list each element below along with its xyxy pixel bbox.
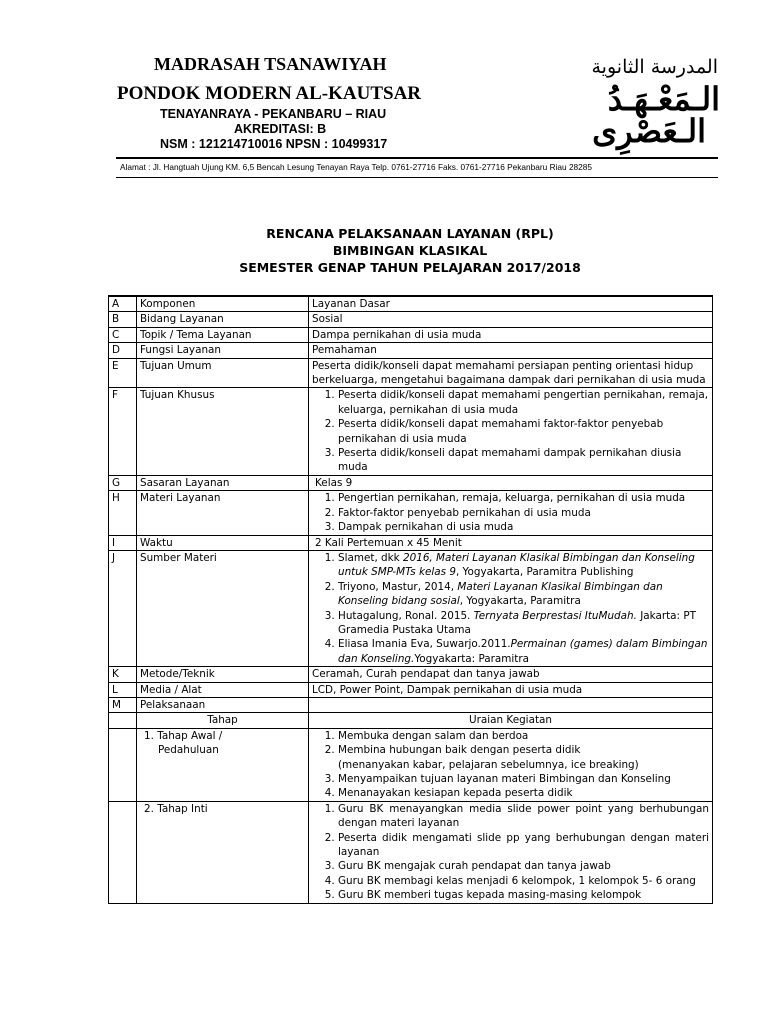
source-title: Materi Layanan Klasikal Bimbingan dan Konseling bidang sosial — [338, 580, 663, 608]
list-item: 4. Menanayakan kesiapan kepada peserta didik — [338, 786, 709, 800]
row-value — [309, 388, 713, 475]
title-bimbingan: BIMBINGAN KLASIKAL — [332, 243, 488, 258]
table-row — [109, 491, 713, 535]
row-label: Tujuan Umum — [137, 358, 309, 388]
arabic-logo-line1: الـمَعْـهَـدُ — [607, 80, 720, 118]
school-level: MADRASAH TSANAWIYAH — [154, 54, 387, 74]
table-row — [109, 388, 713, 475]
column-header-uraian: Uraian Kegiatan — [309, 713, 713, 728]
list-item-text: Membina hubungan baik dengan peserta didik — [338, 744, 581, 757]
list-item: 2. Faktor-faktor penyebab pernikahan di usia muda — [338, 506, 709, 520]
source-title: 2016, Materi Layanan Klasikal Bimbingan dan Konseling untuk SMP-MTs kelas 9 — [338, 551, 695, 579]
source-title: Ternyata Berprestasi ItuMudah. — [473, 609, 637, 622]
row-value — [309, 491, 713, 535]
header-rule-bottom — [116, 177, 718, 178]
row-code: E — [109, 358, 137, 388]
activity-cell — [309, 728, 713, 801]
row-code: C — [109, 327, 137, 342]
school-location: TENAYANRAYA - PEKANBARU – RIAU — [160, 107, 387, 121]
list-item-note: (menanyakan kabar, pelajaran sebelumnya, ice breaking) — [338, 758, 639, 771]
table-row — [109, 728, 713, 801]
row-label: Sasaran Layanan — [137, 475, 309, 490]
source-publisher: Yogyakarta: Paramitra — [414, 652, 529, 665]
empty-cell — [109, 728, 137, 801]
list-item: 1. Peserta didik/konseli dapat memahami pengertian pernikahan, remaja, keluarga, pernikahan di usia muda — [338, 388, 709, 417]
stage-label: 2. Tahap Inti — [144, 802, 208, 815]
school-name: PONDOK MODERN AL-KAUTSAR — [117, 83, 422, 104]
source-item — [338, 580, 709, 609]
row-code: B — [109, 312, 137, 327]
list-item: 1. Membuka dengan salam dan berdoa — [338, 729, 709, 743]
row-label: Media / Alat — [137, 682, 309, 697]
row-code: M — [109, 697, 137, 712]
source-publisher: , Yogyakarta, Paramitra Publishing — [455, 566, 634, 579]
row-label: Materi Layanan — [137, 491, 309, 535]
column-header-tahap: Tahap — [137, 713, 309, 728]
table-row — [109, 312, 713, 327]
title-rpl: RENCANA PELAKSANAAN LAYANAN (RPL) — [266, 226, 554, 241]
source-publisher: , Yogyakarta, Paramitra — [459, 595, 581, 608]
source-item — [338, 551, 709, 580]
table-row — [109, 713, 713, 728]
row-value: Sosial — [309, 312, 713, 327]
list-item: 2. Peserta didik/konseli dapat memahami faktor-faktor penyebab pernikahan di usia muda — [338, 417, 709, 446]
row-value: Dampa pernikahan di usia muda — [309, 327, 713, 342]
list-item: 3. Dampak pernikahan di usia muda — [338, 520, 709, 534]
school-nsm-npsn: NSM : 121214710016 NPSN : 10499317 — [160, 137, 388, 151]
table-row — [109, 535, 713, 550]
row-value: LCD, Power Point, Dampak pernikahan di usia muda — [309, 682, 713, 697]
row-label: Komponen — [137, 296, 309, 312]
row-value: Kelas 9 — [309, 475, 713, 490]
list-item: 1. Pengertian pernikahan, remaja, keluarga, pernikahan di usia muda — [338, 491, 709, 505]
row-code: K — [109, 667, 137, 682]
row-value: 2 Kali Pertemuan x 45 Menit — [309, 535, 713, 550]
list-item: 3. Menyampaikan tujuan layanan materi Bimbingan dan Konseling — [338, 772, 709, 786]
row-label: Bidang Layanan — [137, 312, 309, 327]
row-label: Fungsi Layanan — [137, 343, 309, 358]
list-item: 3. Guru BK mengajak curah pendapat dan tanya jawab — [338, 859, 709, 873]
source-author: Eliasa Imania Eva, Suwarjo.2011. — [338, 638, 511, 651]
source-publisher: Jakarta: PT Gramedia Pustaka Utama — [338, 609, 696, 636]
row-code: F — [109, 388, 137, 475]
row-value — [309, 697, 713, 712]
school-address: Alamat : Jl. Hangtuah Ujung KM. 6,5 Bencah Lesung Tenayan Raya Telp. 0761-27716 Faks. 0761-27716 Pekanbaru Riau 28285 — [120, 162, 593, 172]
document-titles — [108, 225, 712, 276]
stage-label: 1. Tahap Awal / — [144, 729, 223, 742]
row-code: I — [109, 535, 137, 550]
source-author: Hutagalung, Ronal. 2015. — [338, 609, 474, 622]
row-value: Layanan Dasar — [309, 296, 713, 312]
table-row — [109, 343, 713, 358]
table-row — [109, 358, 713, 388]
table-row — [109, 550, 713, 666]
row-label: Waktu — [137, 535, 309, 550]
row-code: A — [109, 296, 137, 312]
row-value: Ceramah, Curah pendapat dan tanya jawab — [309, 667, 713, 682]
row-code: D — [109, 343, 137, 358]
row-label: Pelaksanaan — [137, 697, 309, 712]
table-row — [109, 327, 713, 342]
empty-cell — [109, 713, 137, 728]
table-row — [109, 667, 713, 682]
source-title: Permainan (games) dalam Bimbingan dan Konseling. — [338, 638, 708, 665]
list-item: 3. Peserta didik/konseli dapat memahami dampak pernikahan diusia muda — [338, 446, 709, 475]
arabic-school-level: المدرسة الثانوية — [591, 56, 718, 78]
list-item: 2. Peserta didik mengamati slide pp yang berhubungan dengan materi layanan — [338, 831, 709, 860]
arabic-logo-line2: الـعَصْرِى — [592, 112, 706, 150]
stage-cell — [137, 728, 309, 801]
table-row — [109, 475, 713, 490]
source-item — [338, 637, 709, 666]
row-value: Pemahaman — [309, 343, 713, 358]
row-code: G — [109, 475, 137, 490]
empty-cell — [109, 801, 137, 903]
list-item: 1. Guru BK menayangkan media slide power point yang berhubungan dengan materi layanan — [338, 802, 709, 831]
row-label: Tujuan Khusus — [137, 388, 309, 475]
table-row — [109, 801, 713, 903]
source-author: Slamet, dkk — [338, 551, 403, 564]
stage-cell — [137, 801, 309, 903]
rpl-table — [108, 295, 713, 904]
stage-label-cont: Pedahuluan — [158, 744, 219, 757]
list-item: 5. Guru BK memberi tugas kepada masing-masing kelompok — [338, 888, 709, 902]
row-value — [309, 550, 713, 666]
row-code: H — [109, 491, 137, 535]
school-accreditation: AKREDITASI: B — [234, 122, 327, 136]
list-item: 4. Guru BK membagi kelas menjadi 6 kelompok, 1 kelompok 5- 6 orang — [338, 874, 709, 888]
activity-cell — [309, 801, 713, 903]
source-item — [338, 609, 709, 638]
table-row — [109, 682, 713, 697]
source-author: Triyono, Mastur, 2014, — [338, 580, 458, 593]
row-label: Metode/Teknik — [137, 667, 309, 682]
table-row — [109, 296, 713, 312]
row-label: Topik / Tema Layanan — [137, 327, 309, 342]
header-rule-top — [116, 157, 718, 159]
title-semester: SEMESTER GENAP TAHUN PELAJARAN 2017/2018 — [239, 260, 581, 275]
row-value: Peserta didik/konseli dapat memahami persiapan penting orientasi hidup berkeluarga, mengetahui bagaimana dampak dari pernikahan di usia muda — [309, 358, 713, 388]
list-item — [338, 743, 709, 772]
row-code: L — [109, 682, 137, 697]
row-label: Sumber Materi — [137, 550, 309, 666]
table-row — [109, 697, 713, 712]
row-code: J — [109, 550, 137, 666]
